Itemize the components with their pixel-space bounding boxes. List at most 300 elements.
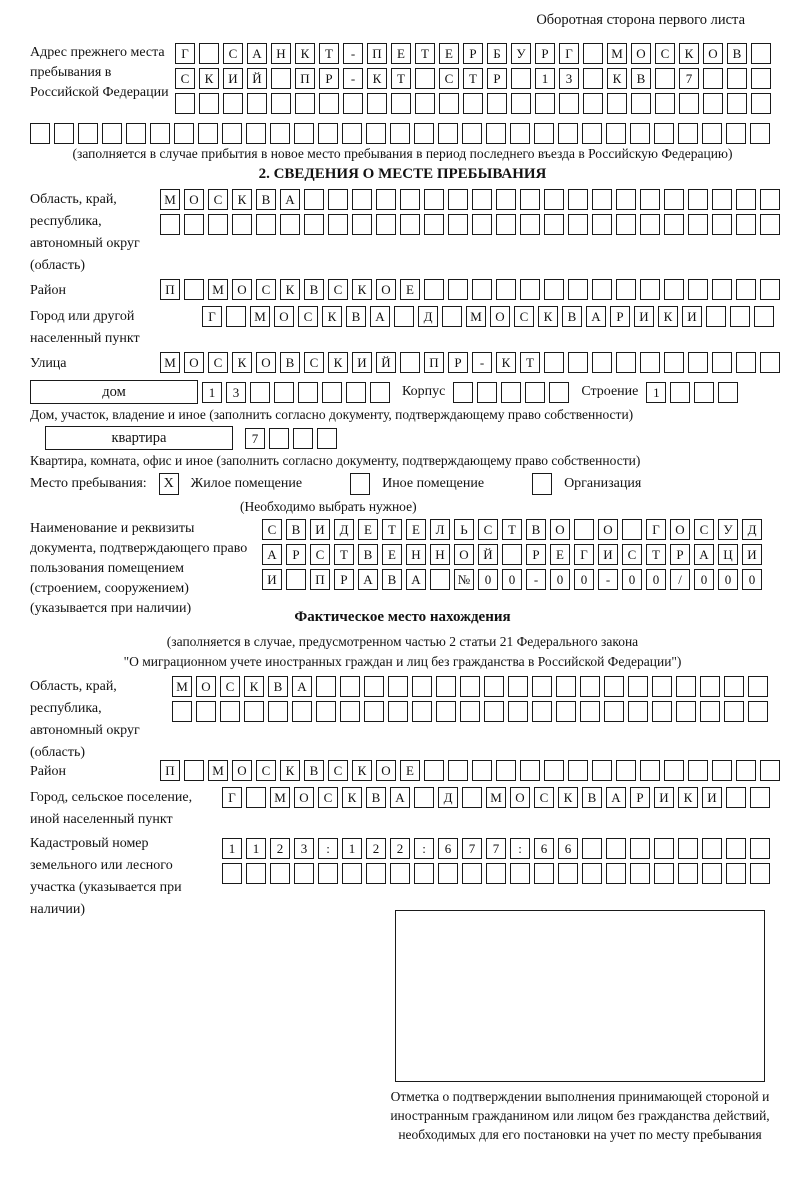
- char-cell[interactable]: Г: [559, 43, 579, 64]
- char-cell[interactable]: М: [270, 787, 290, 808]
- char-cell[interactable]: [727, 93, 747, 114]
- char-cell[interactable]: С: [655, 43, 675, 64]
- char-cell[interactable]: Т: [319, 43, 339, 64]
- char-cell[interactable]: Ц: [718, 544, 738, 565]
- char-cell[interactable]: О: [196, 676, 216, 697]
- char-cell[interactable]: Г: [175, 43, 195, 64]
- char-cell[interactable]: В: [304, 760, 324, 781]
- char-cell[interactable]: [496, 279, 516, 300]
- char-cell[interactable]: [367, 93, 387, 114]
- char-cell[interactable]: [293, 428, 313, 449]
- char-cell[interactable]: [760, 352, 780, 373]
- char-cell[interactable]: О: [232, 279, 252, 300]
- char-cell[interactable]: К: [199, 68, 219, 89]
- char-cell[interactable]: Е: [400, 760, 420, 781]
- char-cell[interactable]: [487, 93, 507, 114]
- char-cell[interactable]: [295, 93, 315, 114]
- char-cell[interactable]: [678, 838, 698, 859]
- char-cell[interactable]: [292, 701, 312, 722]
- char-cell[interactable]: [424, 214, 444, 235]
- char-cell[interactable]: [583, 68, 603, 89]
- char-cell[interactable]: [438, 123, 458, 144]
- char-cell[interactable]: [556, 676, 576, 697]
- char-cell[interactable]: К: [295, 43, 315, 64]
- checkbox-zhiloe[interactable]: X: [159, 473, 179, 495]
- char-cell[interactable]: [391, 93, 411, 114]
- char-cell[interactable]: [712, 279, 732, 300]
- char-cell[interactable]: [604, 676, 624, 697]
- char-cell[interactable]: [607, 93, 627, 114]
- char-cell[interactable]: 0: [742, 569, 762, 590]
- char-cell[interactable]: Р: [487, 68, 507, 89]
- char-cell[interactable]: Т: [415, 43, 435, 64]
- char-cell[interactable]: [654, 863, 674, 884]
- char-cell[interactable]: Г: [202, 306, 222, 327]
- char-cell[interactable]: [726, 123, 746, 144]
- char-cell[interactable]: [510, 863, 530, 884]
- char-cell[interactable]: В: [346, 306, 366, 327]
- char-cell[interactable]: 3: [559, 68, 579, 89]
- char-cell[interactable]: Р: [286, 544, 306, 565]
- char-cell[interactable]: А: [586, 306, 606, 327]
- char-cell[interactable]: [582, 838, 602, 859]
- prev-address-row-3[interactable]: [175, 93, 800, 114]
- char-cell[interactable]: /: [670, 569, 690, 590]
- char-cell[interactable]: [328, 214, 348, 235]
- char-cell[interactable]: [316, 701, 336, 722]
- char-cell[interactable]: 2: [270, 838, 290, 859]
- char-cell[interactable]: [256, 214, 276, 235]
- char-cell[interactable]: О: [490, 306, 510, 327]
- char-cell[interactable]: П: [160, 760, 180, 781]
- oblast-row-1[interactable]: [160, 189, 800, 210]
- char-cell[interactable]: [535, 93, 555, 114]
- char-cell[interactable]: [486, 863, 506, 884]
- char-cell[interactable]: [580, 701, 600, 722]
- char-cell[interactable]: П: [310, 569, 330, 590]
- char-cell[interactable]: А: [247, 43, 267, 64]
- char-cell[interactable]: [246, 123, 266, 144]
- char-cell[interactable]: С: [694, 519, 714, 540]
- char-cell[interactable]: Р: [526, 544, 546, 565]
- char-cell[interactable]: [534, 863, 554, 884]
- char-cell[interactable]: [751, 43, 771, 64]
- char-cell[interactable]: [390, 863, 410, 884]
- char-cell[interactable]: [511, 68, 531, 89]
- char-cell[interactable]: [616, 189, 636, 210]
- char-cell[interactable]: П: [424, 352, 444, 373]
- char-cell[interactable]: [726, 863, 746, 884]
- char-cell[interactable]: [583, 43, 603, 64]
- char-cell[interactable]: Е: [382, 544, 402, 565]
- char-cell[interactable]: [472, 279, 492, 300]
- char-cell[interactable]: К: [558, 787, 578, 808]
- char-cell[interactable]: [486, 123, 506, 144]
- char-cell[interactable]: [414, 123, 434, 144]
- char-cell[interactable]: [568, 352, 588, 373]
- char-cell[interactable]: [462, 123, 482, 144]
- char-cell[interactable]: О: [670, 519, 690, 540]
- char-cell[interactable]: А: [262, 544, 282, 565]
- char-cell[interactable]: Д: [742, 519, 762, 540]
- char-cell[interactable]: [102, 123, 122, 144]
- char-cell[interactable]: [628, 701, 648, 722]
- char-cell[interactable]: [376, 214, 396, 235]
- char-cell[interactable]: [269, 428, 289, 449]
- char-cell[interactable]: [370, 382, 390, 403]
- char-cell[interactable]: С: [208, 352, 228, 373]
- char-cell[interactable]: 7: [679, 68, 699, 89]
- char-cell[interactable]: Н: [430, 544, 450, 565]
- oblast-row-2[interactable]: [160, 214, 800, 235]
- char-cell[interactable]: [688, 279, 708, 300]
- char-cell[interactable]: М: [466, 306, 486, 327]
- char-cell[interactable]: [559, 93, 579, 114]
- char-cell[interactable]: [388, 676, 408, 697]
- char-cell[interactable]: А: [606, 787, 626, 808]
- char-cell[interactable]: [616, 214, 636, 235]
- char-cell[interactable]: Р: [610, 306, 630, 327]
- char-cell[interactable]: О: [256, 352, 276, 373]
- char-cell[interactable]: Л: [430, 519, 450, 540]
- char-cell[interactable]: [751, 93, 771, 114]
- char-cell[interactable]: [616, 352, 636, 373]
- char-cell[interactable]: К: [232, 352, 252, 373]
- char-cell[interactable]: :: [318, 838, 338, 859]
- char-cell[interactable]: О: [598, 519, 618, 540]
- char-cell[interactable]: И: [702, 787, 722, 808]
- char-cell[interactable]: [448, 279, 468, 300]
- char-cell[interactable]: С: [262, 519, 282, 540]
- char-cell[interactable]: [736, 279, 756, 300]
- char-cell[interactable]: С: [514, 306, 534, 327]
- korpus-cells[interactable]: [453, 382, 573, 403]
- char-cell[interactable]: [286, 569, 306, 590]
- char-cell[interactable]: [558, 863, 578, 884]
- char-cell[interactable]: [670, 382, 690, 403]
- char-cell[interactable]: [448, 189, 468, 210]
- char-cell[interactable]: [412, 701, 432, 722]
- char-cell[interactable]: 7: [486, 838, 506, 859]
- char-cell[interactable]: А: [694, 544, 714, 565]
- char-cell[interactable]: Т: [463, 68, 483, 89]
- cadastre-row-1[interactable]: [222, 838, 800, 859]
- char-cell[interactable]: В: [582, 787, 602, 808]
- char-cell[interactable]: [724, 676, 744, 697]
- char-cell[interactable]: [568, 214, 588, 235]
- char-cell[interactable]: [736, 352, 756, 373]
- char-cell[interactable]: [640, 352, 660, 373]
- char-cell[interactable]: [160, 214, 180, 235]
- char-cell[interactable]: К: [658, 306, 678, 327]
- char-cell[interactable]: К: [538, 306, 558, 327]
- char-cell[interactable]: [727, 68, 747, 89]
- char-cell[interactable]: [424, 189, 444, 210]
- char-cell[interactable]: К: [607, 68, 627, 89]
- char-cell[interactable]: А: [292, 676, 312, 697]
- char-cell[interactable]: [750, 123, 770, 144]
- char-cell[interactable]: [439, 93, 459, 114]
- char-cell[interactable]: [700, 676, 720, 697]
- char-cell[interactable]: [430, 569, 450, 590]
- char-cell[interactable]: В: [268, 676, 288, 697]
- char-cell[interactable]: -: [526, 569, 546, 590]
- char-cell[interactable]: [502, 544, 522, 565]
- char-cell[interactable]: И: [310, 519, 330, 540]
- char-cell[interactable]: [271, 93, 291, 114]
- char-cell[interactable]: 6: [558, 838, 578, 859]
- char-cell[interactable]: [270, 863, 290, 884]
- char-cell[interactable]: 0: [718, 569, 738, 590]
- char-cell[interactable]: М: [607, 43, 627, 64]
- char-cell[interactable]: С: [310, 544, 330, 565]
- char-cell[interactable]: [676, 676, 696, 697]
- char-cell[interactable]: Р: [448, 352, 468, 373]
- char-cell[interactable]: М: [172, 676, 192, 697]
- char-cell[interactable]: [760, 760, 780, 781]
- char-cell[interactable]: [511, 93, 531, 114]
- char-cell[interactable]: [460, 701, 480, 722]
- char-cell[interactable]: [592, 214, 612, 235]
- char-cell[interactable]: Н: [271, 43, 291, 64]
- char-cell[interactable]: [294, 123, 314, 144]
- char-cell[interactable]: О: [184, 352, 204, 373]
- char-cell[interactable]: [592, 352, 612, 373]
- char-cell[interactable]: [712, 214, 732, 235]
- char-cell[interactable]: [702, 863, 722, 884]
- char-cell[interactable]: [664, 352, 684, 373]
- char-cell[interactable]: О: [184, 189, 204, 210]
- char-cell[interactable]: К: [352, 760, 372, 781]
- char-cell[interactable]: [703, 93, 723, 114]
- char-cell[interactable]: [78, 123, 98, 144]
- char-cell[interactable]: В: [256, 189, 276, 210]
- char-cell[interactable]: [364, 676, 384, 697]
- fact-raion-row[interactable]: [160, 760, 800, 781]
- char-cell[interactable]: [150, 123, 170, 144]
- char-cell[interactable]: В: [304, 279, 324, 300]
- char-cell[interactable]: Т: [334, 544, 354, 565]
- char-cell[interactable]: [232, 214, 252, 235]
- char-cell[interactable]: 7: [462, 838, 482, 859]
- char-cell[interactable]: [352, 214, 372, 235]
- char-cell[interactable]: П: [160, 279, 180, 300]
- char-cell[interactable]: [640, 279, 660, 300]
- char-cell[interactable]: К: [496, 352, 516, 373]
- char-cell[interactable]: [453, 382, 473, 403]
- char-cell[interactable]: [664, 189, 684, 210]
- char-cell[interactable]: 1: [222, 838, 242, 859]
- char-cell[interactable]: [754, 306, 774, 327]
- char-cell[interactable]: [688, 760, 708, 781]
- char-cell[interactable]: [592, 279, 612, 300]
- char-cell[interactable]: С: [220, 676, 240, 697]
- char-cell[interactable]: К: [342, 787, 362, 808]
- char-cell[interactable]: [304, 214, 324, 235]
- char-cell[interactable]: [247, 93, 267, 114]
- char-cell[interactable]: И: [352, 352, 372, 373]
- char-cell[interactable]: [676, 701, 696, 722]
- char-cell[interactable]: О: [274, 306, 294, 327]
- char-cell[interactable]: С: [256, 760, 276, 781]
- char-cell[interactable]: [508, 676, 528, 697]
- document-row-3[interactable]: [262, 569, 800, 590]
- char-cell[interactable]: [580, 676, 600, 697]
- char-cell[interactable]: [630, 123, 650, 144]
- char-cell[interactable]: [342, 123, 362, 144]
- prev-address-row-4[interactable]: [30, 123, 800, 144]
- char-cell[interactable]: [640, 214, 660, 235]
- char-cell[interactable]: [199, 43, 219, 64]
- char-cell[interactable]: [246, 787, 266, 808]
- char-cell[interactable]: [364, 701, 384, 722]
- char-cell[interactable]: А: [280, 189, 300, 210]
- char-cell[interactable]: [702, 838, 722, 859]
- char-cell[interactable]: И: [742, 544, 762, 565]
- char-cell[interactable]: П: [367, 43, 387, 64]
- char-cell[interactable]: [415, 68, 435, 89]
- char-cell[interactable]: [270, 123, 290, 144]
- char-cell[interactable]: [724, 701, 744, 722]
- char-cell[interactable]: [760, 214, 780, 235]
- char-cell[interactable]: [631, 93, 651, 114]
- char-cell[interactable]: [400, 352, 420, 373]
- char-cell[interactable]: [318, 863, 338, 884]
- char-cell[interactable]: И: [598, 544, 618, 565]
- char-cell[interactable]: М: [160, 352, 180, 373]
- char-cell[interactable]: №: [454, 569, 474, 590]
- char-cell[interactable]: [606, 863, 626, 884]
- char-cell[interactable]: [317, 428, 337, 449]
- char-cell[interactable]: [412, 676, 432, 697]
- char-cell[interactable]: [250, 382, 270, 403]
- char-cell[interactable]: [750, 787, 770, 808]
- char-cell[interactable]: И: [682, 306, 702, 327]
- char-cell[interactable]: [268, 701, 288, 722]
- char-cell[interactable]: [198, 123, 218, 144]
- char-cell[interactable]: [328, 189, 348, 210]
- char-cell[interactable]: [544, 214, 564, 235]
- document-row-1[interactable]: [262, 519, 800, 540]
- char-cell[interactable]: Й: [247, 68, 267, 89]
- char-cell[interactable]: [568, 189, 588, 210]
- char-cell[interactable]: [496, 214, 516, 235]
- char-cell[interactable]: [220, 701, 240, 722]
- char-cell[interactable]: [390, 123, 410, 144]
- char-cell[interactable]: А: [390, 787, 410, 808]
- char-cell[interactable]: [30, 123, 50, 144]
- char-cell[interactable]: [604, 701, 624, 722]
- char-cell[interactable]: [520, 214, 540, 235]
- char-cell[interactable]: А: [370, 306, 390, 327]
- char-cell[interactable]: [174, 123, 194, 144]
- prev-address-row-2[interactable]: [175, 68, 800, 89]
- char-cell[interactable]: С: [304, 352, 324, 373]
- char-cell[interactable]: [424, 760, 444, 781]
- char-cell[interactable]: М: [250, 306, 270, 327]
- char-cell[interactable]: О: [510, 787, 530, 808]
- char-cell[interactable]: Е: [400, 279, 420, 300]
- char-cell[interactable]: Р: [535, 43, 555, 64]
- char-cell[interactable]: [712, 760, 732, 781]
- char-cell[interactable]: [750, 838, 770, 859]
- char-cell[interactable]: П: [295, 68, 315, 89]
- char-cell[interactable]: О: [294, 787, 314, 808]
- char-cell[interactable]: [510, 123, 530, 144]
- char-cell[interactable]: С: [439, 68, 459, 89]
- char-cell[interactable]: [175, 93, 195, 114]
- cadastre-row-2[interactable]: [222, 863, 800, 884]
- char-cell[interactable]: [340, 701, 360, 722]
- kvartira-cells[interactable]: [245, 428, 341, 449]
- char-cell[interactable]: М: [208, 760, 228, 781]
- char-cell[interactable]: [438, 863, 458, 884]
- char-cell[interactable]: С: [208, 189, 228, 210]
- char-cell[interactable]: [616, 279, 636, 300]
- char-cell[interactable]: [703, 68, 723, 89]
- prev-address-row-1[interactable]: [175, 43, 800, 64]
- char-cell[interactable]: [463, 93, 483, 114]
- char-cell[interactable]: [222, 123, 242, 144]
- char-cell[interactable]: И: [262, 569, 282, 590]
- char-cell[interactable]: [628, 676, 648, 697]
- char-cell[interactable]: Е: [550, 544, 570, 565]
- char-cell[interactable]: [222, 863, 242, 884]
- char-cell[interactable]: С: [622, 544, 642, 565]
- char-cell[interactable]: -: [472, 352, 492, 373]
- ulitsa-row[interactable]: [160, 352, 800, 373]
- char-cell[interactable]: [706, 306, 726, 327]
- char-cell[interactable]: [532, 676, 552, 697]
- char-cell[interactable]: Т: [646, 544, 666, 565]
- char-cell[interactable]: 1: [535, 68, 555, 89]
- char-cell[interactable]: 0: [694, 569, 714, 590]
- char-cell[interactable]: [556, 701, 576, 722]
- char-cell[interactable]: [655, 93, 675, 114]
- char-cell[interactable]: [400, 214, 420, 235]
- char-cell[interactable]: [346, 382, 366, 403]
- char-cell[interactable]: М: [208, 279, 228, 300]
- document-row-2[interactable]: [262, 544, 800, 565]
- char-cell[interactable]: К: [322, 306, 342, 327]
- char-cell[interactable]: [688, 352, 708, 373]
- char-cell[interactable]: [544, 279, 564, 300]
- char-cell[interactable]: 2: [390, 838, 410, 859]
- char-cell[interactable]: А: [406, 569, 426, 590]
- char-cell[interactable]: С: [318, 787, 338, 808]
- char-cell[interactable]: 1: [246, 838, 266, 859]
- char-cell[interactable]: В: [727, 43, 747, 64]
- char-cell[interactable]: Т: [391, 68, 411, 89]
- fact-gorod-row[interactable]: [222, 787, 800, 808]
- char-cell[interactable]: [664, 214, 684, 235]
- char-cell[interactable]: Б: [487, 43, 507, 64]
- char-cell[interactable]: Ь: [454, 519, 474, 540]
- char-cell[interactable]: [280, 214, 300, 235]
- char-cell[interactable]: [318, 123, 338, 144]
- char-cell[interactable]: [630, 863, 650, 884]
- checkbox-organizatsiya[interactable]: [532, 473, 552, 495]
- char-cell[interactable]: [208, 214, 228, 235]
- char-cell[interactable]: [342, 863, 362, 884]
- char-cell[interactable]: [678, 123, 698, 144]
- char-cell[interactable]: [184, 760, 204, 781]
- char-cell[interactable]: [664, 279, 684, 300]
- char-cell[interactable]: С: [223, 43, 243, 64]
- char-cell[interactable]: [652, 701, 672, 722]
- char-cell[interactable]: [414, 787, 434, 808]
- char-cell[interactable]: [54, 123, 74, 144]
